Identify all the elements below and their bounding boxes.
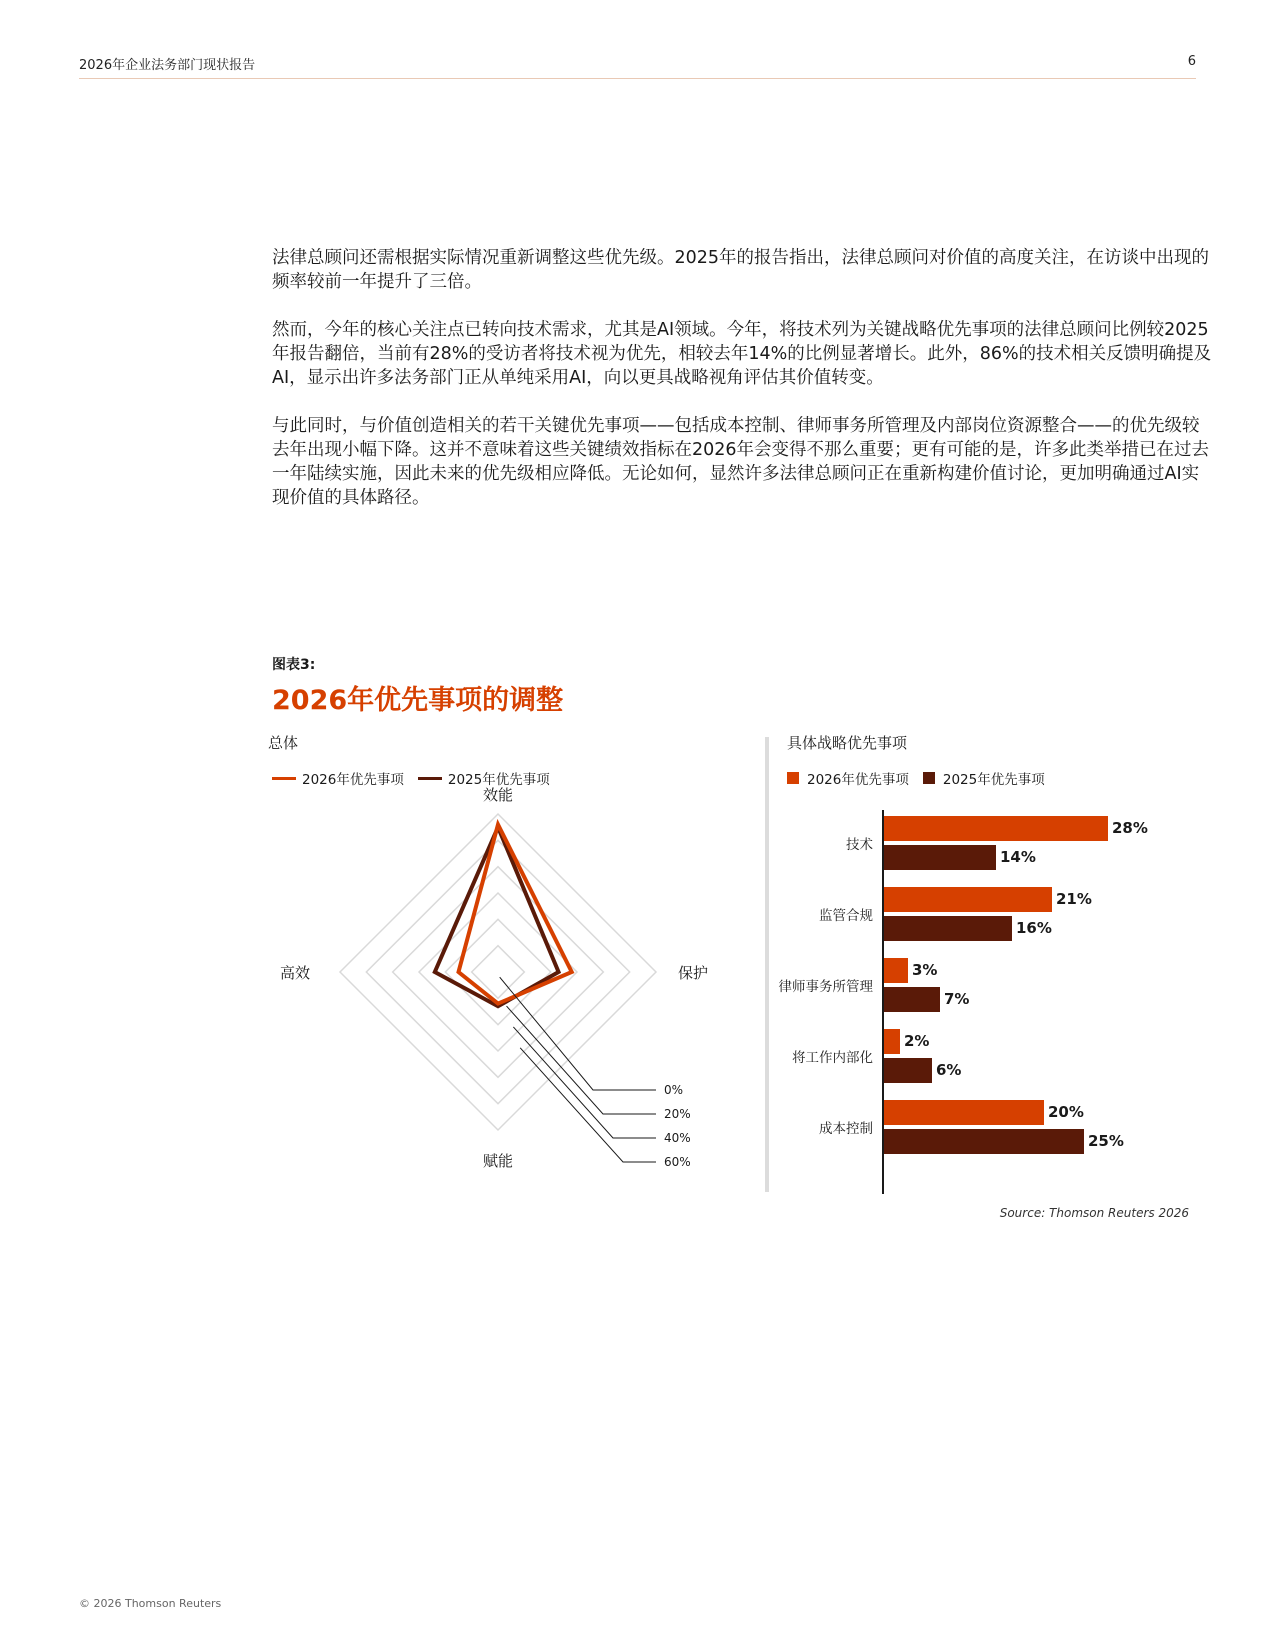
radar-ring-label: 60% [664, 1155, 691, 1169]
radar-axis-label: 效能 [482, 786, 514, 804]
bar-value-label: 28% [1112, 819, 1148, 837]
bar-legend-2025-label: 2025年优先事项 [942, 772, 1045, 788]
bar-value-label: 6% [936, 1061, 962, 1079]
page-header [79, 52, 1196, 79]
legend-line-swatch-2025 [418, 777, 442, 780]
bar-category-label: 成本控制 [819, 1121, 873, 1137]
legend-square-swatch-2025 [923, 772, 935, 784]
bar-2026 [884, 1100, 1044, 1125]
radar-legend-2025 [418, 768, 550, 788]
radar-chart [272, 786, 732, 1210]
bar-value-label: 20% [1048, 1103, 1084, 1121]
bar-2026 [884, 1029, 900, 1054]
bar-chart [770, 800, 1190, 1200]
radar-ring-leader-line [507, 1006, 656, 1114]
radar-legend-2026 [272, 768, 404, 788]
document-title: 2026年企业法务部门现状报告 [79, 58, 256, 73]
radar-grid-ring [366, 840, 629, 1103]
radar-axis-label: 赋能 [482, 1152, 514, 1170]
bar-panel-title: 具体战略优先事项 [787, 734, 908, 752]
bar-value-label: 21% [1056, 890, 1092, 908]
radar-ring-label: 0% [664, 1083, 684, 1097]
bar-value-label: 25% [1088, 1132, 1124, 1150]
bar-2025 [884, 1058, 932, 1083]
bar-value-label: 14% [1000, 848, 1036, 866]
bar-category-label: 律师事务所管理 [778, 979, 873, 995]
radar-axis-label: 高效 [279, 964, 310, 982]
bar-category-label: 技术 [846, 837, 873, 853]
radar-ring-leader-line [520, 1048, 656, 1162]
bar-2025 [884, 1129, 1084, 1154]
bar-2026 [884, 958, 908, 983]
bar-2025 [884, 845, 996, 870]
bar-legend-2025 [923, 768, 1045, 788]
source-note: Source: Thomson Reuters 2026 [999, 1206, 1189, 1220]
figure-label: 图表3: [272, 657, 316, 673]
paragraph-1: 法律总顾问还需根据实际情况重新调整这些优先级。2025年的报告指出，法律总顾问对价值的高度关注，在访谈中出现的频率较前一年提升了三倍。 [272, 248, 1210, 292]
bar-value-label: 3% [912, 961, 938, 979]
radar-legend [272, 768, 564, 788]
bar-value-label: 7% [944, 990, 970, 1008]
legend-line-swatch-2026 [272, 777, 296, 780]
bar-value-label: 2% [904, 1032, 930, 1050]
bar-category-label: 监管合规 [819, 908, 873, 924]
radar-ring-label: 40% [664, 1131, 691, 1145]
bar-category-label: 将工作内部化 [792, 1050, 873, 1066]
bar-2026 [884, 887, 1052, 912]
bar-legend-2026 [787, 768, 909, 788]
body-text [272, 246, 1212, 534]
radar-legend-2026-label: 2026年优先事项 [302, 772, 404, 788]
bar-2025 [884, 987, 940, 1012]
legend-square-swatch-2026 [787, 772, 799, 784]
bar-legend-2026-label: 2026年优先事项 [807, 772, 909, 788]
radar-ring-label: 20% [664, 1107, 691, 1121]
panel-divider [765, 737, 769, 1192]
footer-copyright: © 2026 Thomson Reuters [79, 1597, 222, 1610]
page-number: 6 [1187, 54, 1196, 69]
paragraph-2: 然而，今年的核心关注点已转向技术需求，尤其是AI领域。今年，将技术列为关键战略优先事项的法律总顾问比例较2025年报告翻倍，当前有28%的受访者将技术视为优先，相较去年14%的比例显著增长。此外，86%的技术相关反馈明确提及AI，显示出许多法务部门正从单纯采用AI，向以更具战略视角评估其价值转变。 [272, 320, 1212, 388]
bar-legend [787, 768, 1059, 788]
bar-2025 [884, 916, 1012, 941]
radar-legend-2025-label: 2025年优先事项 [447, 772, 550, 788]
radar-grid-ring [419, 893, 577, 1051]
radar-grid-ring [340, 814, 656, 1130]
bar-2026 [884, 816, 1108, 841]
radar-panel-title: 总体 [268, 734, 299, 752]
paragraph-3: 与此同时，与价值创造相关的若干关键优先事项——包括成本控制、律师事务所管理及内部岗位资源整合——的优先级较去年出现小幅下降。这并不意味着这些关键绩效指标在2026年会变得不那么重要；更有可能的是，许多此类举措已在过去一年陆续实施，因此未来的优先级相应降低。无论如何，显然许多法律总顾问正在重新构建价值讨论，更加明确通过AI实现价值的具体路径。 [272, 416, 1210, 508]
figure-title: 2026年优先事项的调整 [272, 685, 564, 716]
bar-value-label: 16% [1016, 919, 1052, 937]
radar-axis-label: 保护 [678, 964, 709, 982]
